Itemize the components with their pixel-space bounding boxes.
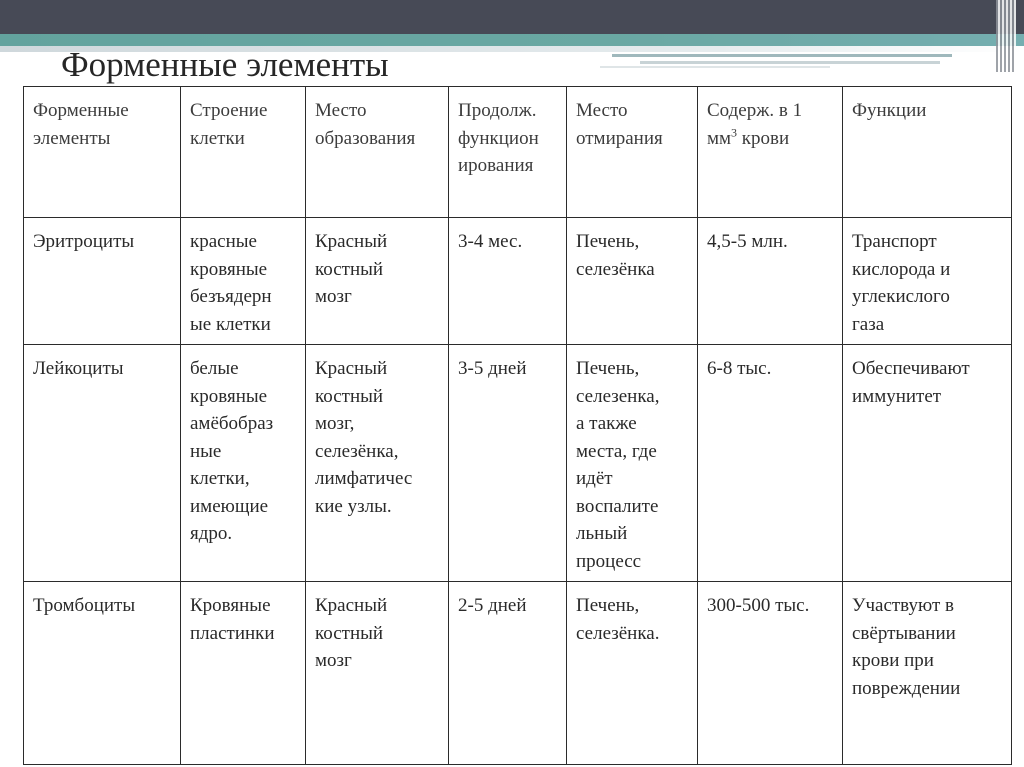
cell-death-place: Печень, селезёнка bbox=[567, 218, 698, 345]
header-cell-functions: Функции bbox=[843, 87, 1012, 218]
table-header-row bbox=[24, 87, 1012, 218]
header-cell-origin: Место образования bbox=[306, 87, 449, 218]
slide-top-bar bbox=[0, 0, 1024, 34]
page-title: Форменные элементы bbox=[61, 45, 389, 84]
cell-function: Транспорт кислорода и углекислого газа bbox=[843, 218, 1012, 345]
blood-cells-table bbox=[23, 86, 1012, 765]
cell-count: 4,5-5 млн. bbox=[698, 218, 843, 345]
cell-structure: красные кровяные безъядерн ые клетки bbox=[181, 218, 306, 345]
header-cell-element: Форменные элементы bbox=[24, 87, 181, 218]
header-cell-death-place: Место отмирания bbox=[567, 87, 698, 218]
cell-count: 300-500 тыс. bbox=[698, 582, 843, 765]
cell-name: Эритроциты bbox=[24, 218, 181, 345]
table-row-erythrocytes bbox=[24, 218, 1012, 345]
cell-function: Обеспечивают иммунитет bbox=[843, 345, 1012, 582]
cell-structure: белые кровяные амёбобраз ные клетки, имеющие ядро. bbox=[181, 345, 306, 582]
cell-name: Лейкоциты bbox=[24, 345, 181, 582]
header-cell-count: Содерж. в 1 $мм^3$ крови bbox=[698, 87, 843, 218]
cell-duration: 3-5 дней bbox=[449, 345, 567, 582]
cell-death-place: Печень, селезенка, а также места, где идёт воспалите льный процесс bbox=[567, 345, 698, 582]
cell-name: Тромбоциты bbox=[24, 582, 181, 765]
table-row-thrombocytes bbox=[24, 582, 1012, 765]
cell-origin: Красный костный мозг bbox=[306, 218, 449, 345]
cell-duration: 2-5 дней bbox=[449, 582, 567, 765]
decorative-stripes bbox=[996, 0, 1016, 72]
cell-death-place: Печень, селезёнка. bbox=[567, 582, 698, 765]
cell-origin: Красный костный мозг, селезёнка, лимфатичес кие узлы. bbox=[306, 345, 449, 582]
cell-origin: Красный костный мозг bbox=[306, 582, 449, 765]
decorative-line bbox=[640, 61, 940, 64]
cell-count: 6-8 тыс. bbox=[698, 345, 843, 582]
header-cell-duration: Продолж. функцион ирования bbox=[449, 87, 567, 218]
cell-duration: 3-4 мес. bbox=[449, 218, 567, 345]
header-cell-structure: Строение клетки bbox=[181, 87, 306, 218]
decorative-line bbox=[612, 54, 952, 57]
cell-structure: Кровяные пластинки bbox=[181, 582, 306, 765]
decorative-line bbox=[600, 66, 830, 68]
cell-function: Участвуют в свёртывании крови при повреждении bbox=[843, 582, 1012, 765]
table-row-leukocytes bbox=[24, 345, 1012, 582]
